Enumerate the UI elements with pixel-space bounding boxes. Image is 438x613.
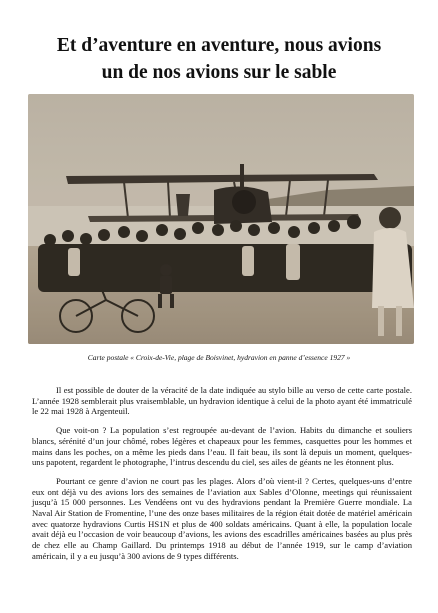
- postcard-photo: [28, 94, 414, 344]
- photo-caption: Carte postale « Croix-de-Vie, plage de Boisvinet, hydravion en panne d’essence 1927 »: [87, 353, 351, 362]
- article-body: [32, 385, 412, 570]
- paragraph-2: Que voit-on ? La population s’est regroupée au-devant de l’avion. Habits du dimanche et souliers blancs, sérénité d’un jour chômé, robes légères et chapeaux pour les femmes, casquettes pour les hommes et mains dans les poches, on a même les pieds dans l’eau. Il fait beau, ils sont là depuis un moment, quelques-uns papotent, regardent le photographe, l’intrus descendu du ciel, ses ailes de géants ne les étonnent plus.: [32, 425, 412, 468]
- title-line-1: Et d’aventure en aventure, nous avions: [56, 35, 382, 56]
- paragraph-3: Pourtant ce genre d’avion ne court pas les plages. Alors d’où vient-il ? Certes, quelques-uns d’entre eux ont déjà vu des avions lors des semaines de l’aviation aux Sables d’Olonne, meetings qui réunissaient jusqu’à 15 000 personnes. Les Vendéens ont vu des hydravions pendant la Première Guerre mondiale. La Naval Air Station de Fromentine, l’une des onze bases militaires de la région était dotée de matériel américain avec quatorze hydravions Curtis HS1N et plus de 400 soldats américains. Quant à elle, la population locale avait déjà eu l’occasion de voir beaucoup d’avions, les avions des escadrilles américaines basées au plus près de chez elle au Champ Gaillard. Du printemps 1918 au début de l’année 1919, sur le camp d’aviation américain, il y a eu jusqu’à 300 avions de 9 types différents.: [32, 475, 412, 561]
- seaplane-beach-photo: [28, 94, 414, 344]
- title-line-2: un de nos avions sur le sable: [101, 62, 337, 83]
- page-title: [0, 32, 438, 86]
- paragraph-1: Il est possible de douter de la véracité de la date indiquée au stylo bille au verso de cette carte postale. L’année 1928 semblerait plus vraisemblable, un hydravion identique à celui de la photo ayant été immatriculé le 22 mai 1928 à Argenteuil.: [32, 385, 412, 417]
